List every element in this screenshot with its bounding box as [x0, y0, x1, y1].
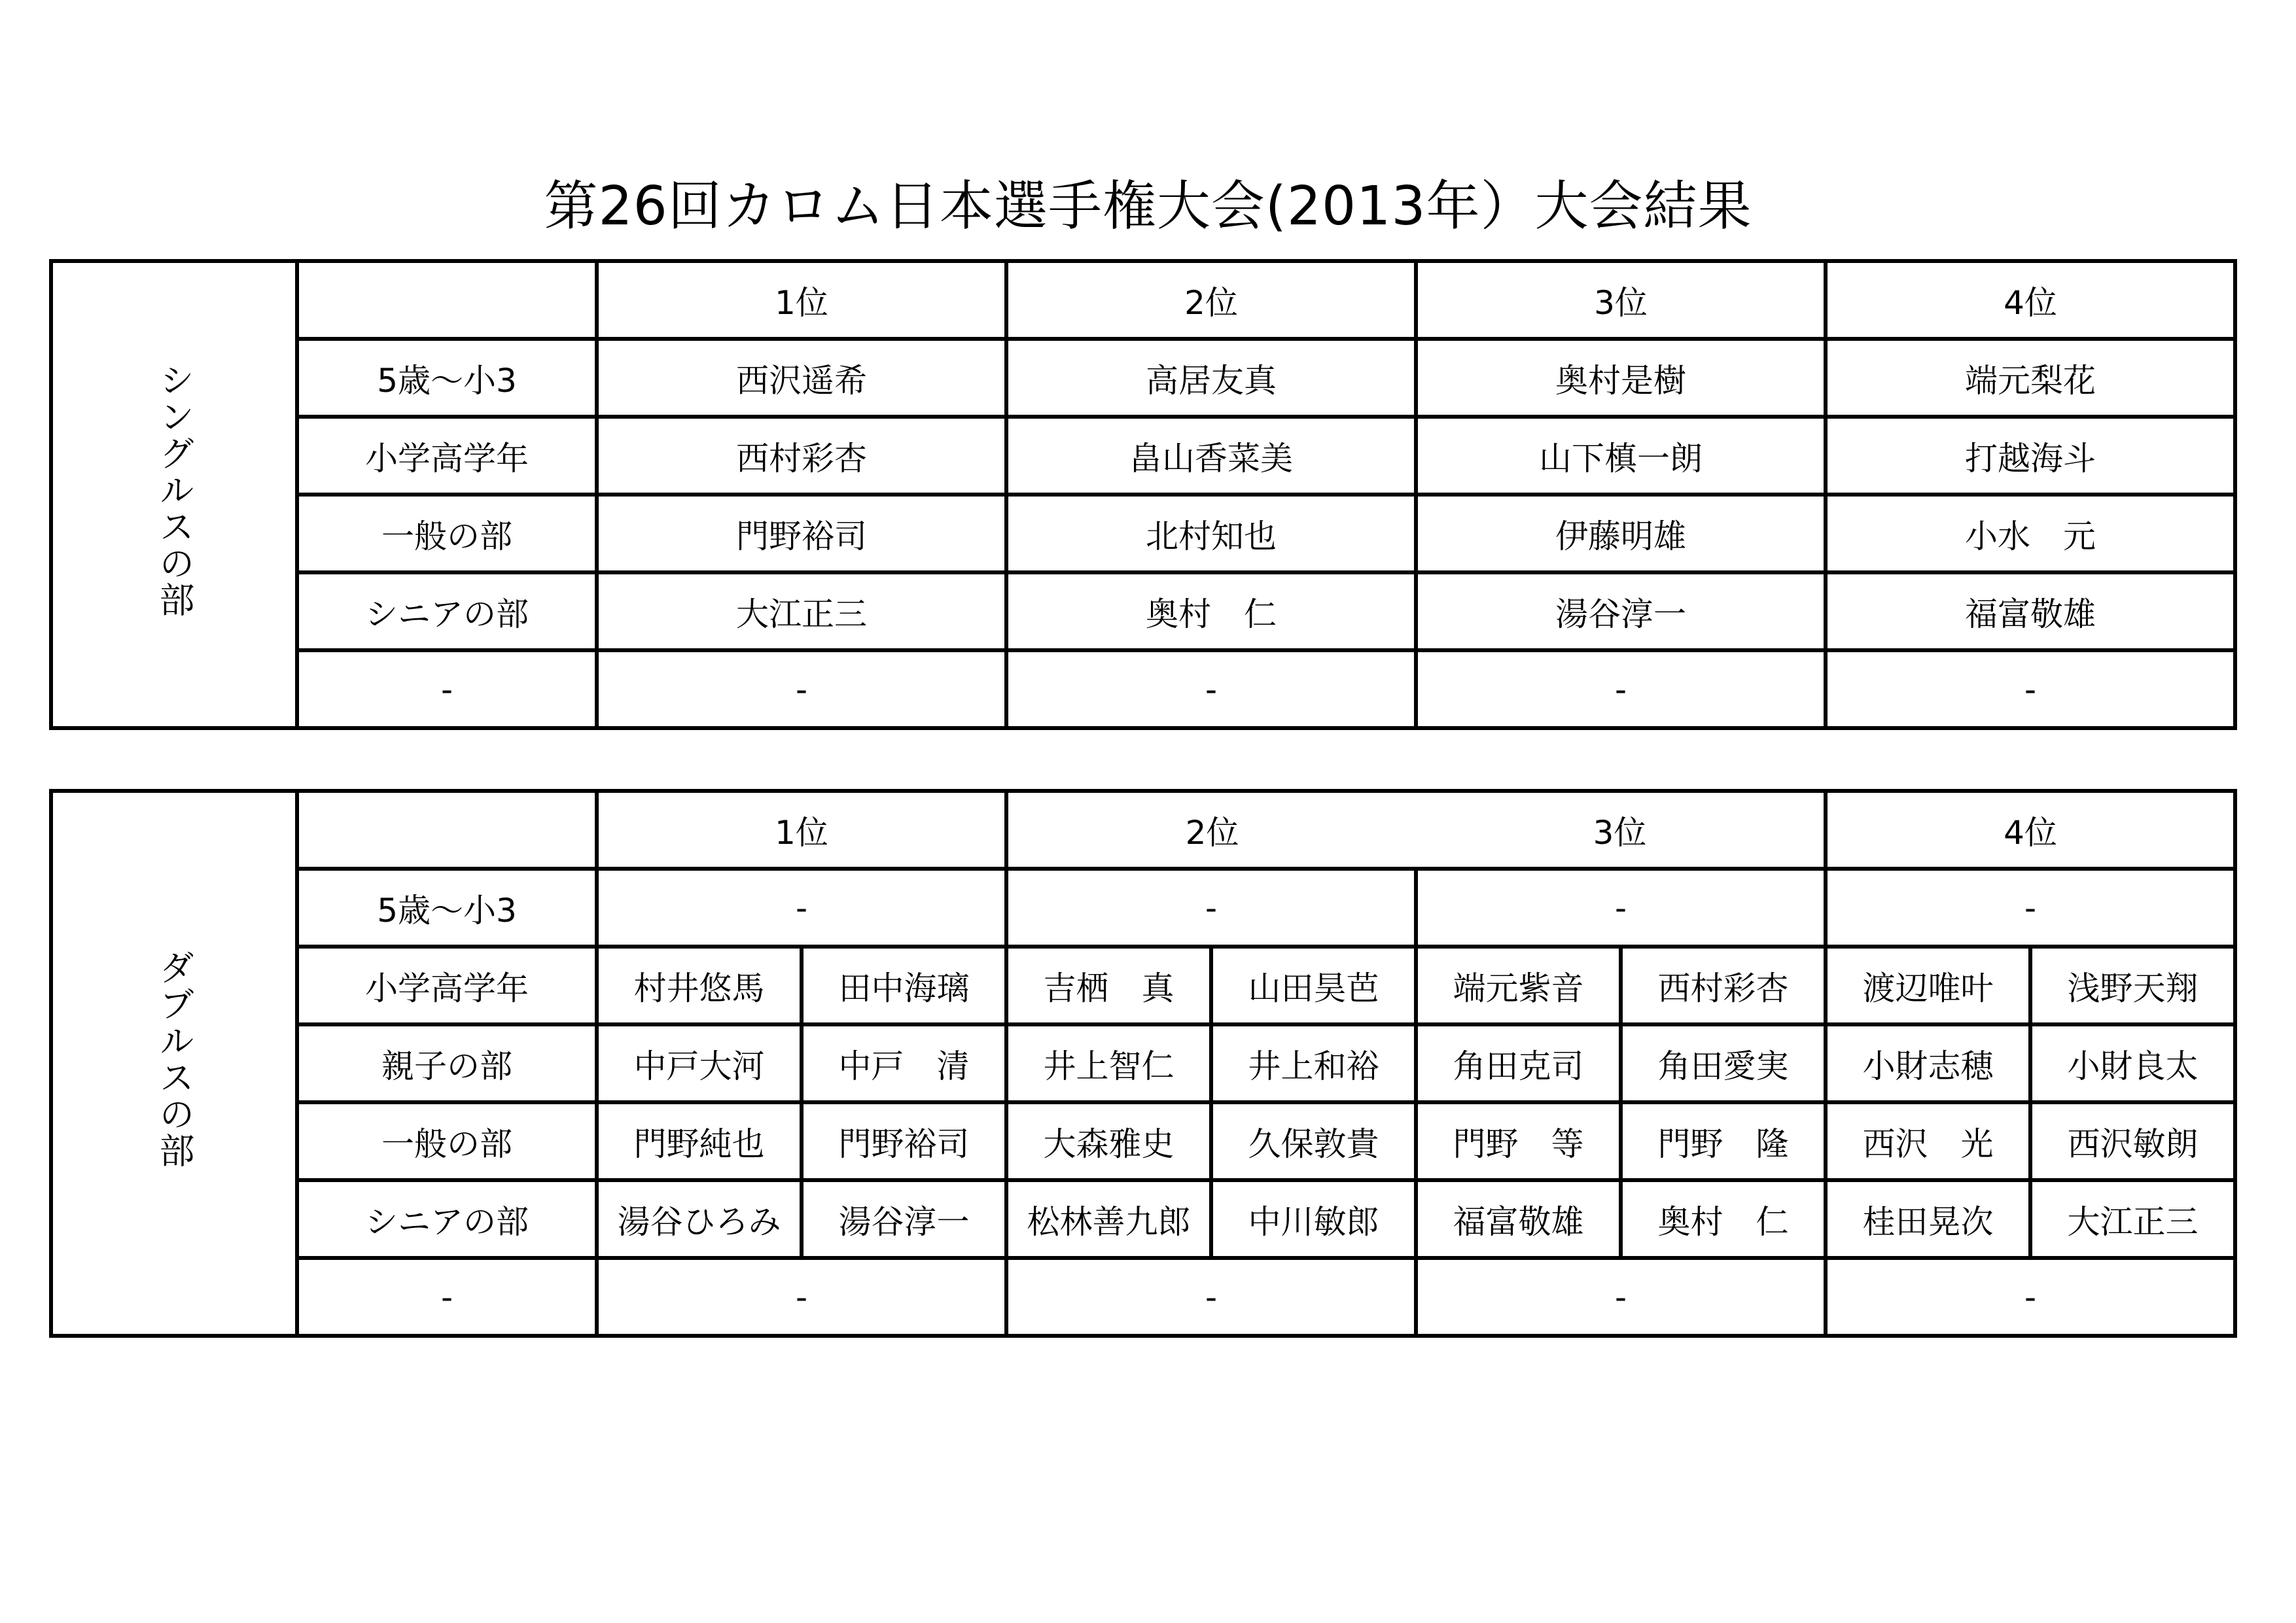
rank-header-1: 1位	[597, 791, 1006, 869]
result-cell: -	[1416, 650, 1826, 728]
result-cell: 湯谷淳一	[1416, 572, 1826, 650]
player-cell: 中戸大河	[597, 1024, 802, 1102]
table-row	[51, 650, 2235, 728]
result-cell: -	[1826, 1258, 2235, 1336]
result-cell: -	[1006, 1258, 1416, 1336]
table-row	[51, 417, 2235, 495]
table-row	[51, 869, 2235, 947]
result-cell: 小水 元	[1826, 495, 2235, 572]
rank-header-2: 2位	[1006, 791, 1416, 869]
category-cell: 小学高学年	[297, 947, 597, 1024]
player-cell: 大江正三	[2030, 1180, 2235, 1258]
category-cell: 一般の部	[297, 495, 597, 572]
rank-header-3: 3位	[1416, 791, 1826, 869]
result-cell: -	[1416, 1258, 1826, 1336]
doubles-section-label: ダブルスの部	[51, 791, 297, 1336]
player-cell: 門野 隆	[1621, 1102, 1826, 1180]
table-row	[51, 339, 2235, 417]
table-row	[51, 1102, 2235, 1180]
player-cell: 門野純也	[597, 1102, 802, 1180]
rank-header-4: 4位	[1826, 261, 2235, 339]
result-cell: -	[597, 869, 1006, 947]
result-cell: -	[1416, 869, 1826, 947]
player-cell: 桂田晃次	[1826, 1180, 2030, 1258]
doubles-results-table	[49, 789, 2237, 1338]
result-cell: 山下槙一朗	[1416, 417, 1826, 495]
player-cell: 村井悠馬	[597, 947, 802, 1024]
category-cell: 親子の部	[297, 1024, 597, 1102]
result-cell: 西村彩杏	[597, 417, 1006, 495]
result-cell: -	[1826, 869, 2235, 947]
result-cell: 福富敬雄	[1826, 572, 2235, 650]
table-row	[51, 1024, 2235, 1102]
result-cell: 北村知也	[1006, 495, 1416, 572]
player-cell: 奥村 仁	[1621, 1180, 1826, 1258]
result-cell: 西沢遥希	[597, 339, 1006, 417]
result-cell: 奥村 仁	[1006, 572, 1416, 650]
result-cell: 奥村是樹	[1416, 339, 1826, 417]
result-cell: 端元梨花	[1826, 339, 2235, 417]
result-cell: 伊藤明雄	[1416, 495, 1826, 572]
player-cell: 井上和裕	[1211, 1024, 1416, 1102]
result-cell: 打越海斗	[1826, 417, 2235, 495]
player-cell: 西村彩杏	[1621, 947, 1826, 1024]
result-cell: -	[597, 1258, 1006, 1336]
rank-header-4: 4位	[1826, 791, 2235, 869]
category-cell: シニアの部	[297, 1180, 597, 1258]
player-cell: 中川敏郎	[1211, 1180, 1416, 1258]
category-cell: -	[297, 1258, 597, 1336]
header-category-cell	[297, 261, 597, 339]
player-cell: 山田昊芭	[1211, 947, 1416, 1024]
player-cell: 大森雅史	[1006, 1102, 1211, 1180]
result-cell: 大江正三	[597, 572, 1006, 650]
doubles-header-row	[51, 791, 2235, 869]
player-cell: 西沢 光	[1826, 1102, 2030, 1180]
rank-header-2: 2位	[1006, 261, 1416, 339]
table-row	[51, 572, 2235, 650]
player-cell: 湯谷ひろみ	[597, 1180, 802, 1258]
table-row	[51, 1180, 2235, 1258]
player-cell: 門野裕司	[802, 1102, 1006, 1180]
result-cell: -	[1006, 650, 1416, 728]
player-cell: 湯谷淳一	[802, 1180, 1006, 1258]
table-row	[51, 947, 2235, 1024]
category-cell: -	[297, 650, 597, 728]
result-cell: 門野裕司	[597, 495, 1006, 572]
player-cell: 吉栖 真	[1006, 947, 1211, 1024]
player-cell: 中戸 清	[802, 1024, 1006, 1102]
player-cell: 西沢敏朗	[2030, 1102, 2235, 1180]
singles-section-label: シングルスの部	[51, 261, 297, 728]
player-cell: 松林善九郎	[1006, 1180, 1211, 1258]
header-category-cell	[297, 791, 597, 869]
table-row	[51, 1258, 2235, 1336]
player-cell: 小財良太	[2030, 1024, 2235, 1102]
singles-results-table	[49, 259, 2237, 730]
table-row	[51, 495, 2235, 572]
player-cell: 小財志穂	[1826, 1024, 2030, 1102]
category-cell: 小学高学年	[297, 417, 597, 495]
player-cell: 浅野天翔	[2030, 947, 2235, 1024]
result-cell: -	[1826, 650, 2235, 728]
player-cell: 井上智仁	[1006, 1024, 1211, 1102]
rank-header-1: 1位	[597, 261, 1006, 339]
result-cell: 高居友真	[1006, 339, 1416, 417]
category-cell: 一般の部	[297, 1102, 597, 1180]
rank-header-3: 3位	[1416, 261, 1826, 339]
category-cell: 5歳～小3	[297, 869, 597, 947]
player-cell: 田中海璃	[802, 947, 1006, 1024]
player-cell: 門野 等	[1416, 1102, 1621, 1180]
singles-header-row	[51, 261, 2235, 339]
player-cell: 久保敦貴	[1211, 1102, 1416, 1180]
player-cell: 角田克司	[1416, 1024, 1621, 1102]
player-cell: 端元紫音	[1416, 947, 1621, 1024]
player-cell: 渡辺唯叶	[1826, 947, 2030, 1024]
category-cell: 5歳～小3	[297, 339, 597, 417]
result-cell: 畠山香菜美	[1006, 417, 1416, 495]
page-title: 第26回カロム日本選手権大会(2013年）大会結果	[544, 175, 1752, 237]
category-cell: シニアの部	[297, 572, 597, 650]
result-cell: -	[1006, 869, 1416, 947]
player-cell: 福富敬雄	[1416, 1180, 1621, 1258]
player-cell: 角田愛実	[1621, 1024, 1826, 1102]
result-cell: -	[597, 650, 1006, 728]
